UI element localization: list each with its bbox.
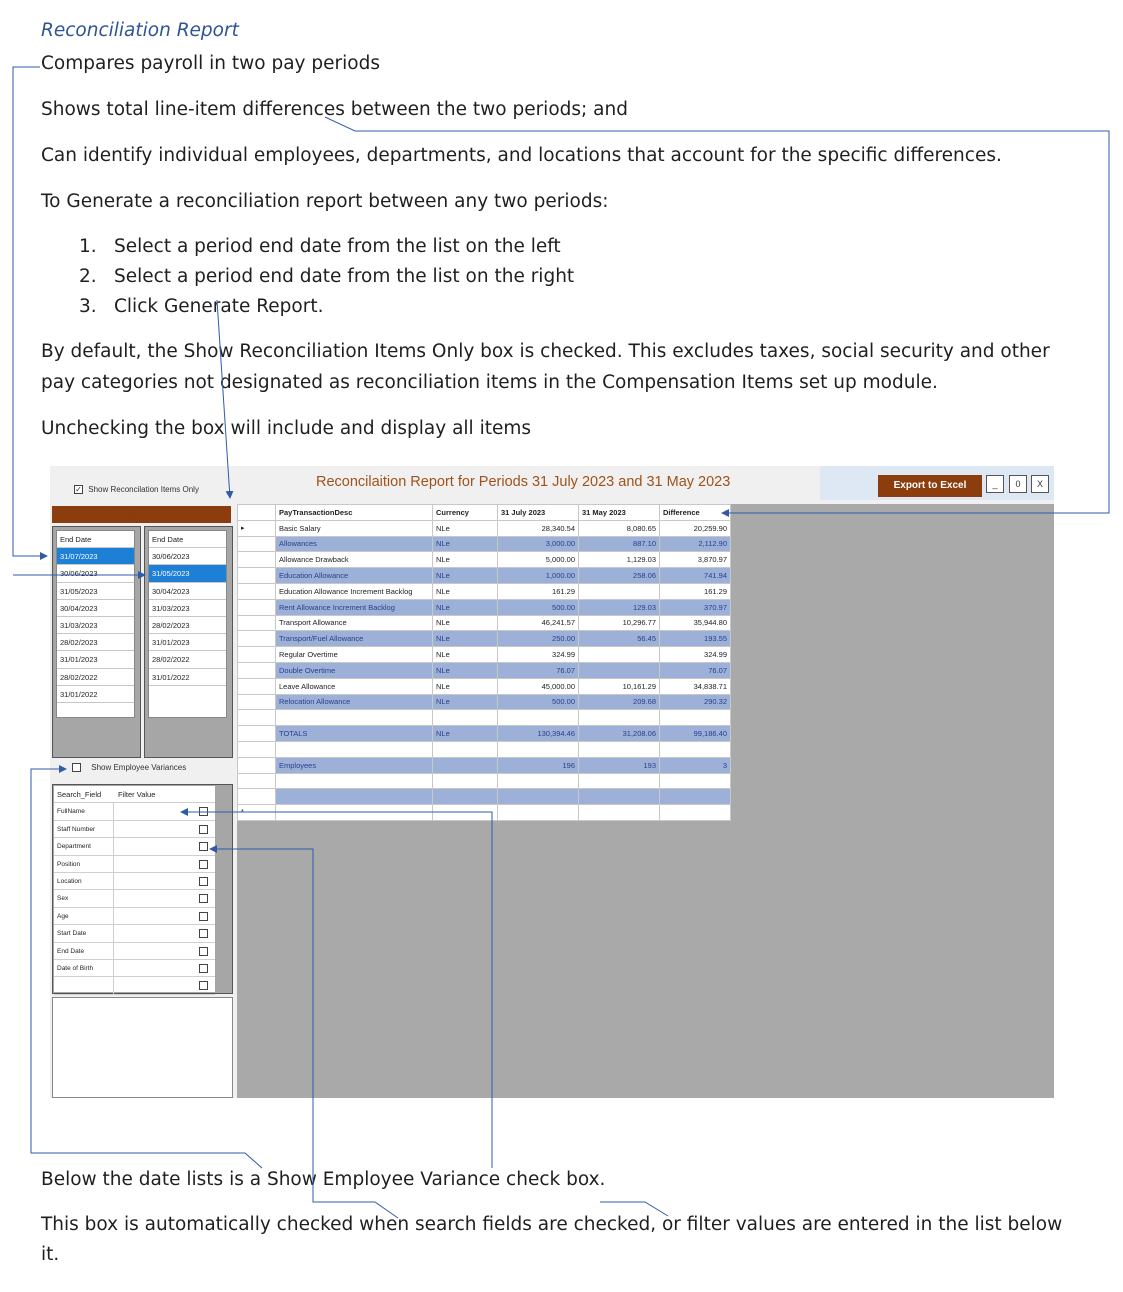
left-date-item[interactable]: 31/07/2023	[57, 548, 134, 565]
cell-period-a[interactable]: 76.07	[498, 662, 579, 678]
row-selector[interactable]: ▸	[238, 520, 276, 536]
right-date-item[interactable]: 30/06/2023	[149, 548, 226, 565]
search-field-name: Position	[57, 860, 81, 868]
right-date-item[interactable]: 30/04/2023	[149, 583, 226, 600]
right-date-item[interactable]: 31/03/2023	[149, 600, 226, 617]
cell-period-a[interactable]: 196	[498, 757, 579, 773]
cell-desc[interactable]: Regular Overtime	[276, 647, 433, 663]
cell-desc[interactable]: Transport Allowance	[276, 615, 433, 631]
show-recon-items-checkbox[interactable]: ✓	[75, 485, 82, 495]
cell-difference[interactable]: 99,186.40	[660, 726, 731, 742]
left-date-item[interactable]: 30/04/2023	[57, 600, 134, 617]
cell-period-b[interactable]: 10,296.77	[579, 615, 660, 631]
cell-period-b[interactable]: 887.10	[579, 536, 660, 552]
cell-period-a[interactable]: 46,241.57	[498, 615, 579, 631]
col-header-difference[interactable]: Difference	[660, 505, 731, 521]
callout-filter-values	[600, 1202, 668, 1216]
search-field-name: Date of Birth	[57, 964, 94, 972]
cell-period-b[interactable]: 56.45	[579, 631, 660, 647]
doc-para-default-a: By default, the Show Reconciliation Items Only box is checked. This excludes taxes, social security and other	[41, 341, 1050, 362]
cell-currency[interactable]: NLe	[433, 536, 498, 552]
cell-period-a[interactable]: 45,000.00	[498, 678, 579, 694]
doc-line-generate-intro: To Generate a reconciliation report between any two periods:	[41, 191, 609, 212]
cell-period-b[interactable]: 8,080.65	[579, 520, 660, 536]
left-date-header: End Date	[57, 531, 134, 548]
cell-currency[interactable]: NLe	[433, 568, 498, 584]
doc-para-auto-check-b: it.	[41, 1244, 60, 1265]
cell-currency[interactable]: NLe	[433, 631, 498, 647]
cell-difference[interactable]: 324.99	[660, 647, 731, 663]
right-date-item[interactable]: 31/05/2023	[149, 565, 226, 582]
left-date-item[interactable]: 28/02/2022	[57, 669, 134, 686]
cell-difference[interactable]: 161.29	[660, 583, 731, 599]
cell-difference[interactable]: 76.07	[660, 662, 731, 678]
filter-value-column-header: Filter Value	[118, 790, 156, 799]
left-date-item[interactable]: 31/01/2022	[57, 686, 134, 703]
cell-desc[interactable]: Allowances	[276, 536, 433, 552]
cell-currency[interactable]: NLe	[433, 662, 498, 678]
cell-desc[interactable]: Rent Allowance Increment Backlog	[276, 599, 433, 615]
cell-difference[interactable]: 20,259.90	[660, 520, 731, 536]
step-2-text: Select a period end date from the list on the right	[114, 266, 575, 287]
cell-period-a[interactable]: 5,000.00	[498, 552, 579, 568]
cell-period-a[interactable]: 130,394.46	[498, 726, 579, 742]
search-field-name: Staff Number	[57, 825, 96, 833]
cell-period-b[interactable]: 10,161.29	[579, 678, 660, 694]
callout-compares	[13, 67, 47, 556]
cell-difference[interactable]: 370.97	[660, 599, 731, 615]
cell-period-b[interactable]: 193	[579, 757, 660, 773]
cell-period-a[interactable]: 28,340.54	[498, 520, 579, 536]
cell-difference[interactable]: 2,112.90	[660, 536, 731, 552]
cell-desc[interactable]: Basic Salary	[276, 520, 433, 536]
right-date-item[interactable]: 31/01/2022	[149, 669, 226, 686]
search-field-name: Sex	[57, 895, 69, 903]
callout-search-fields	[210, 849, 398, 1218]
step-3-text: Click Generate Report.	[114, 296, 324, 317]
step-2-number: 2.	[79, 266, 97, 287]
cell-period-b[interactable]: 258.06	[579, 568, 660, 584]
cell-period-a[interactable]: 250.00	[498, 631, 579, 647]
maximize-button[interactable]: 0	[1009, 475, 1027, 493]
cell-period-b[interactable]: 129.03	[579, 599, 660, 615]
cell-period-a[interactable]: 500.00	[498, 694, 579, 710]
cell-desc[interactable]: Employees	[276, 757, 433, 773]
right-date-header: End Date	[149, 531, 226, 548]
row-selector[interactable]: *	[238, 805, 276, 821]
cell-desc[interactable]: Education Allowance	[276, 568, 433, 584]
report-title: Reconcilaition Report for Periods 31 July 2023 and 31 May 2023	[316, 474, 731, 490]
cell-period-b[interactable]: 1,129.03	[579, 552, 660, 568]
search-field-name: Department	[57, 843, 91, 851]
cell-period-a[interactable]: 161.29	[498, 583, 579, 599]
left-date-item[interactable]: 28/02/2023	[57, 634, 134, 651]
left-date-item[interactable]: 30/06/2023	[57, 565, 134, 582]
doc-para-below-lists: Below the date lists is a Show Employee Variance check box.	[41, 1169, 606, 1190]
cell-desc[interactable]: Double Overtime	[276, 662, 433, 678]
close-button[interactable]: X	[1031, 475, 1049, 493]
doc-title: Reconciliation Report	[41, 20, 239, 41]
left-date-item[interactable]: 31/05/2023	[57, 583, 134, 600]
cell-difference[interactable]: 3	[660, 757, 731, 773]
show-employee-variances-label: Show Employee Variances	[91, 763, 187, 772]
cell-currency[interactable]: NLe	[433, 615, 498, 631]
cell-period-a[interactable]: 3,000.00	[498, 536, 579, 552]
show-recon-items-label: Show Reconcilation Items Only	[88, 485, 199, 494]
export-to-excel-button[interactable]: Export to Excel	[878, 475, 982, 497]
search-field-column-header: Search_Field	[57, 790, 102, 799]
cell-currency[interactable]: NLe	[433, 726, 498, 742]
cell-period-a[interactable]: 500.00	[498, 599, 579, 615]
cell-difference[interactable]: 193.55	[660, 631, 731, 647]
callout-generate	[217, 300, 230, 498]
doc-line-compares: Compares payroll in two pay periods	[41, 53, 380, 74]
step-1-text: Select a period end date from the list on the left	[114, 236, 561, 257]
cell-desc[interactable]: Allowance Drawback	[276, 552, 433, 568]
col-header-period-b[interactable]: 31 May 2023	[579, 505, 660, 521]
cell-desc[interactable]: Relocation Allowance	[276, 694, 433, 710]
search-field-name: Start Date	[57, 930, 87, 938]
cell-desc[interactable]: Leave Allowance	[276, 678, 433, 694]
doc-para-unchecking: Unchecking the box will include and display all items	[41, 418, 532, 439]
generate-report-button[interactable]: Generate Report	[52, 506, 231, 523]
cell-difference[interactable]: 35,944.80	[660, 615, 731, 631]
cell-currency[interactable]: NLe	[433, 583, 498, 599]
cell-period-b[interactable]: 31,208.06	[579, 726, 660, 742]
cell-difference[interactable]: 290.32	[660, 694, 731, 710]
callout-employee-variance	[181, 812, 492, 1168]
cell-currency[interactable]: NLe	[433, 694, 498, 710]
search-field-name: FullName	[57, 808, 85, 816]
right-date-item[interactable]: 28/02/2023	[149, 617, 226, 634]
cell-difference[interactable]: 3,870.97	[660, 552, 731, 568]
right-date-item[interactable]: 31/01/2023	[149, 634, 226, 651]
cell-currency[interactable]: NLe	[433, 647, 498, 663]
cell-currency[interactable]: NLe	[433, 599, 498, 615]
doc-para-default-b: pay categories not designated as reconciliation items in the Compensation Items set up module.	[41, 372, 938, 393]
cell-period-a[interactable]: 1,000.00	[498, 568, 579, 584]
search-field-name: Location	[57, 877, 82, 885]
step-1-number: 1.	[79, 236, 97, 257]
doc-para-auto-check-a: This box is automatically checked when search fields are checked, or filter values are entered in the list below	[41, 1214, 1063, 1235]
search-field-name: Age	[57, 912, 69, 920]
right-date-item[interactable]: 28/02/2022	[149, 651, 226, 668]
cell-period-b[interactable]: 209.68	[579, 694, 660, 710]
cell-desc[interactable]: Transport/Fuel Allowance	[276, 631, 433, 647]
col-header-currency[interactable]: Currency	[433, 505, 498, 521]
cell-period-a[interactable]: 324.99	[498, 647, 579, 663]
minimize-button[interactable]: _	[986, 475, 1004, 493]
cell-currency[interactable]: NLe	[433, 678, 498, 694]
cell-desc[interactable]: TOTALS	[276, 726, 433, 742]
left-date-item[interactable]: 31/01/2023	[57, 651, 134, 668]
cell-difference[interactable]: 34,838.71	[660, 678, 731, 694]
doc-line-differences: Shows total line-item differences between the two periods; and	[41, 99, 628, 120]
callout-show-emp	[31, 769, 262, 1168]
col-header-desc[interactable]: PayTransactionDesc	[276, 505, 433, 521]
doc-line-identify: Can identify individual employees, departments, and locations that account for the specific differences.	[41, 145, 1002, 166]
callout-differences	[325, 117, 1109, 513]
cell-difference[interactable]: 741.94	[660, 568, 731, 584]
search-field-name: End Date	[57, 947, 85, 955]
cell-currency[interactable]: NLe	[433, 552, 498, 568]
cell-currency[interactable]: NLe	[433, 520, 498, 536]
cell-desc[interactable]: Education Allowance Increment Backlog	[276, 583, 433, 599]
left-date-item[interactable]: 31/03/2023	[57, 617, 134, 634]
col-header-period-a[interactable]: 31 July 2023	[498, 505, 579, 521]
step-3-number: 3.	[79, 296, 97, 317]
